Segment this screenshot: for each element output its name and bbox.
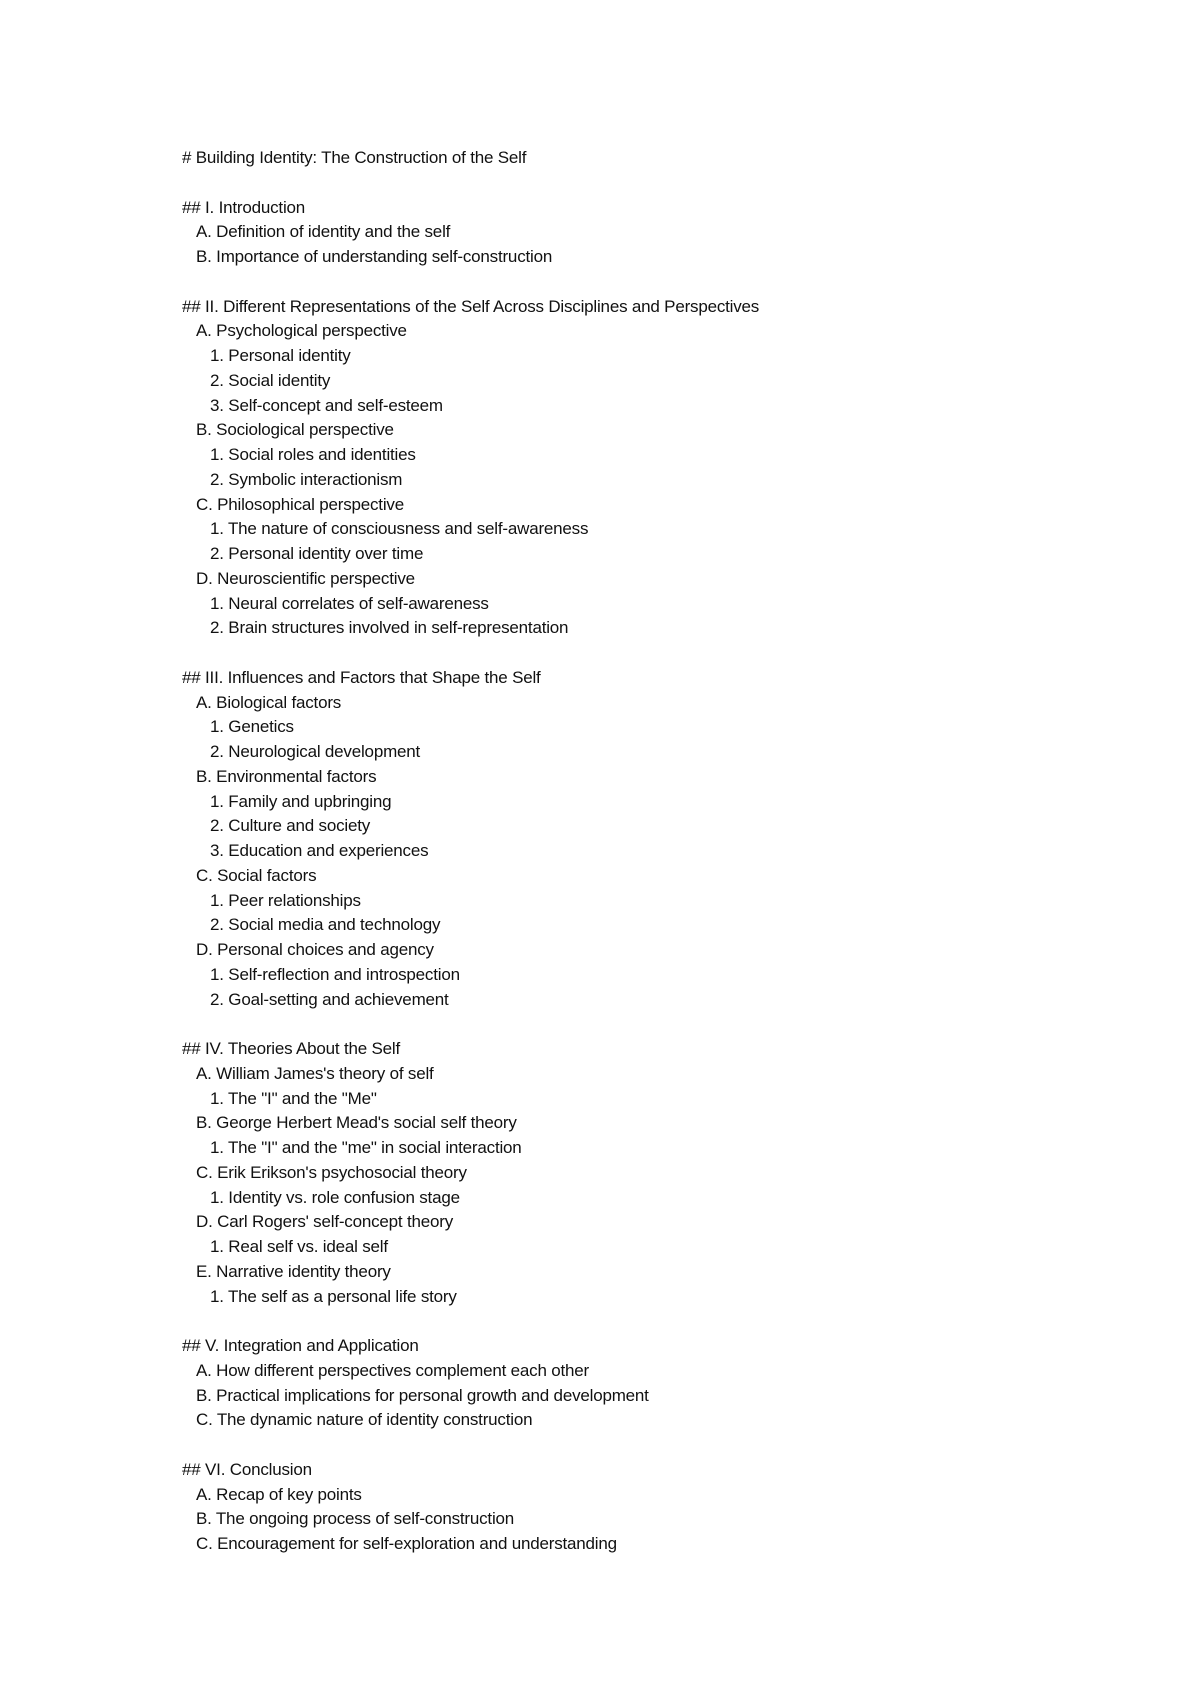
outline-subitem: 1. Self-reflection and introspection bbox=[210, 964, 460, 984]
outline-item: B. Importance of understanding self-construction bbox=[196, 247, 553, 266]
blank-line bbox=[182, 171, 1162, 196]
outline-item: B. Environmental factors bbox=[196, 766, 377, 786]
outline-item: A. Definition of identity and the self bbox=[196, 222, 451, 242]
outline-subitem: 1. Neural correlates of self-awareness bbox=[210, 593, 489, 613]
document-title: # Building Identity: The Construction of the Self bbox=[182, 148, 527, 167]
outline-item: B. Practical implications for personal growth and development bbox=[196, 1385, 649, 1405]
outline-subitem: 1. The "I" and the "Me" bbox=[210, 1088, 377, 1108]
blank-line bbox=[182, 1012, 1162, 1037]
outline-subitem: 2. Social identity bbox=[210, 370, 331, 390]
outline-subitem: 2. Symbolic interactionism bbox=[210, 469, 403, 489]
outline-subitem: 1. The nature of consciousness and self-awareness bbox=[210, 519, 589, 539]
outline-item: A. Recap of key points bbox=[196, 1484, 362, 1504]
outline-subitem: 1. Social roles and identities bbox=[210, 445, 416, 464]
section-heading: ## I. Introduction bbox=[182, 197, 306, 217]
blank-line bbox=[182, 1433, 1162, 1458]
outline-item: D. Personal choices and agency bbox=[196, 940, 434, 959]
outline-item: A. How different perspectives complement each other bbox=[196, 1360, 589, 1380]
outline-item: B. Sociological perspective bbox=[196, 420, 394, 440]
section-heading: ## IV. Theories About the Self bbox=[182, 1039, 400, 1058]
outline-item: A. Psychological perspective bbox=[196, 321, 407, 341]
section-heading: ## VI. Conclusion bbox=[182, 1459, 312, 1479]
outline-subitem: 1. Peer relationships bbox=[210, 890, 361, 910]
outline-item: C. The dynamic nature of identity construction bbox=[196, 1410, 533, 1430]
outline-item: C. Philosophical perspective bbox=[196, 494, 404, 514]
section-heading: ## III. Influences and Factors that Shape the Self bbox=[182, 667, 541, 687]
outline-subitem: 2. Neurological development bbox=[210, 742, 421, 761]
blank-line bbox=[182, 641, 1162, 666]
outline-item: C. Erik Erikson's psychosocial theory bbox=[196, 1162, 467, 1182]
outline-item: E. Narrative identity theory bbox=[196, 1261, 391, 1281]
outline-item: A. Biological factors bbox=[196, 692, 342, 712]
outline-subitem: 2. Social media and technology bbox=[210, 915, 441, 935]
blank-line bbox=[182, 1309, 1162, 1334]
outline-item: B. George Herbert Mead's social self theory bbox=[196, 1113, 517, 1133]
outline-body bbox=[182, 146, 1162, 1557]
outline-subitem: 1. Genetics bbox=[210, 717, 294, 737]
outline-item: B. The ongoing process of self-construction bbox=[196, 1509, 515, 1529]
outline-item: C. Encouragement for self-exploration and understanding bbox=[196, 1534, 617, 1553]
outline-subitem: 1. Real self vs. ideal self bbox=[210, 1237, 388, 1256]
outline-subitem: 3. Self-concept and self-esteem bbox=[210, 395, 443, 415]
outline-subitem: 3. Education and experiences bbox=[210, 841, 429, 860]
outline-subitem: 2. Personal identity over time bbox=[210, 544, 424, 563]
blank-line bbox=[182, 270, 1162, 295]
outline-subitem: 2. Goal-setting and achievement bbox=[210, 989, 449, 1009]
outline-item: C. Social factors bbox=[196, 865, 317, 885]
outline-item: A. William James's theory of self bbox=[196, 1063, 434, 1083]
section-heading: ## II. Different Representations of the Self Across Disciplines and Perspectives bbox=[182, 296, 760, 316]
outline-subitem: 1. Personal identity bbox=[210, 346, 351, 365]
outline-subitem: 1. The "I" and the "me" in social interaction bbox=[210, 1138, 522, 1157]
outline-subitem: 1. Identity vs. role confusion stage bbox=[210, 1187, 460, 1207]
outline-subitem: 1. The self as a personal life story bbox=[210, 1286, 457, 1306]
outline-item: D. Neuroscientific perspective bbox=[196, 568, 415, 588]
outline-subitem: 1. Family and upbringing bbox=[210, 791, 392, 811]
section-heading: ## V. Integration and Application bbox=[182, 1336, 419, 1355]
outline-item: D. Carl Rogers' self-concept theory bbox=[196, 1212, 454, 1232]
outline-subitem: 2. Brain structures involved in self-representation bbox=[210, 618, 569, 638]
outline-subitem: 2. Culture and society bbox=[210, 816, 371, 836]
